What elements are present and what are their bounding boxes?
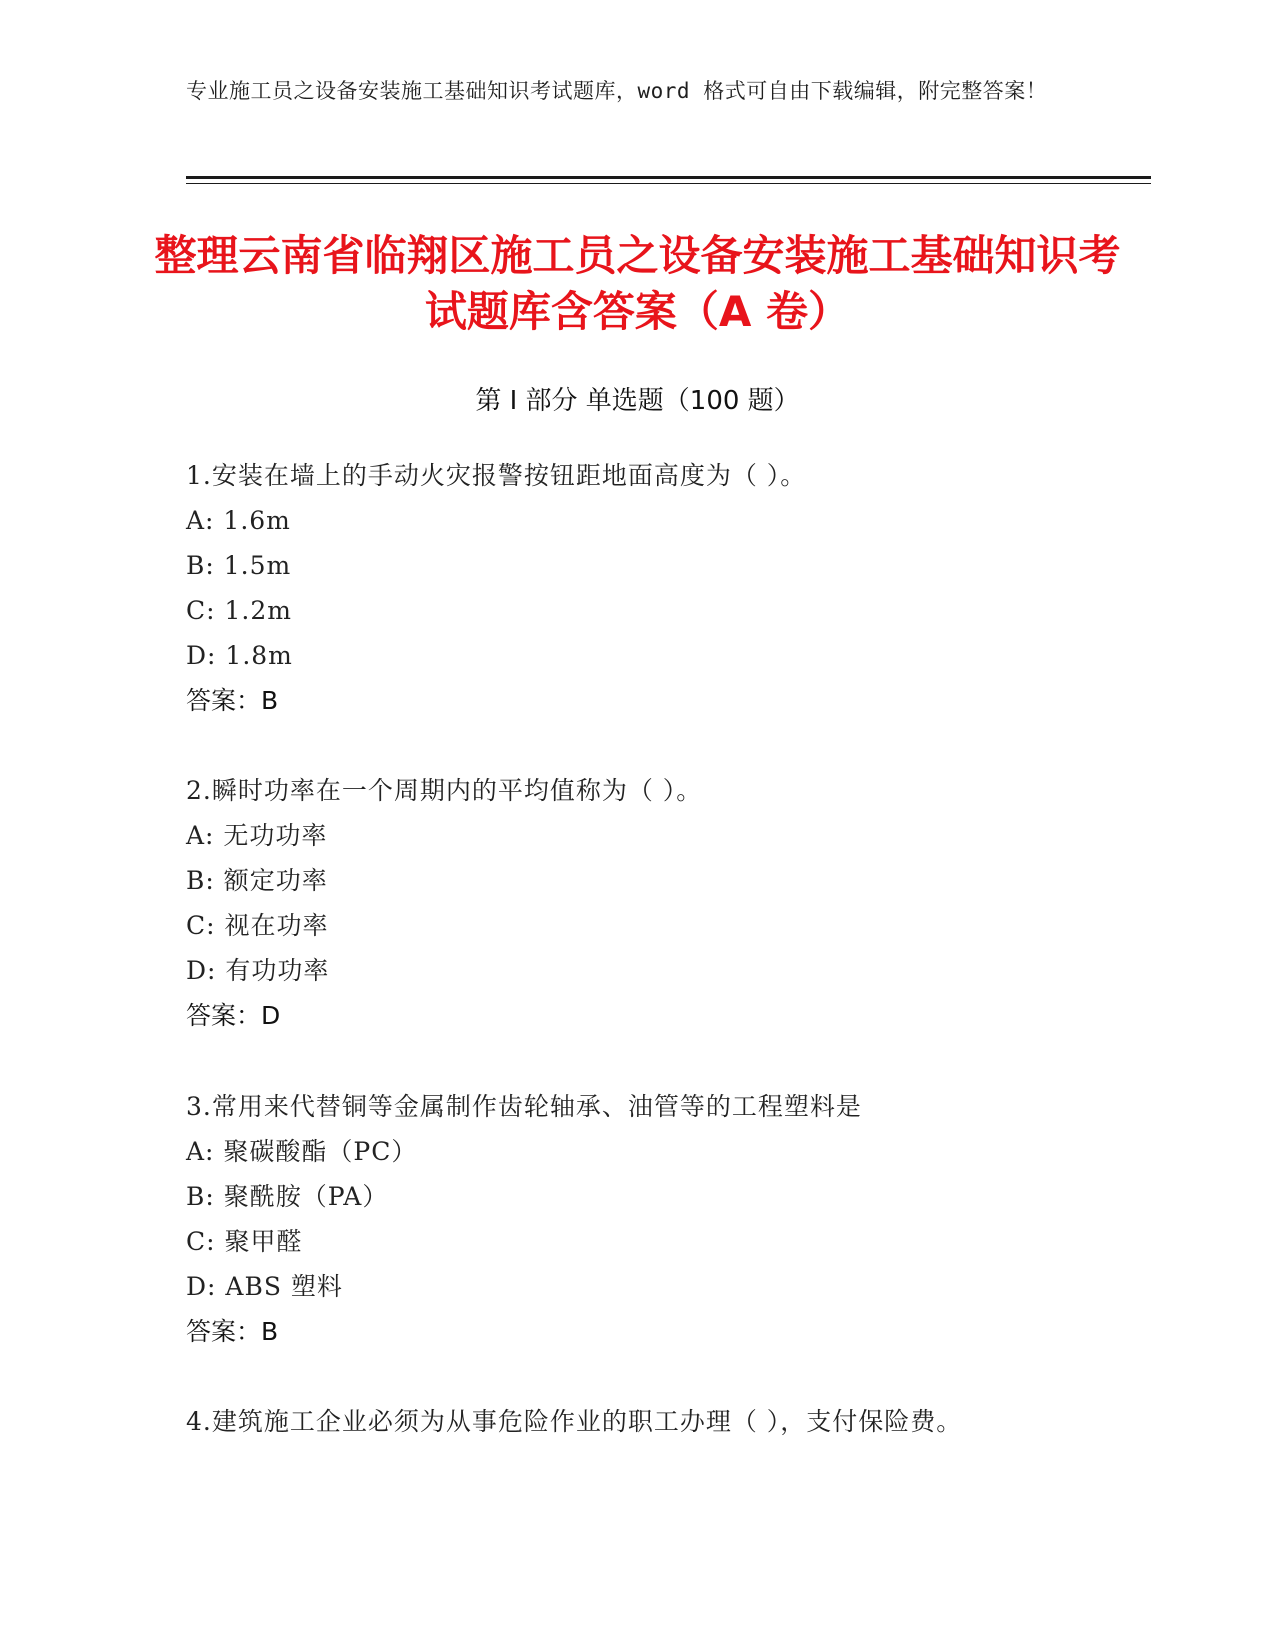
option-d: D: 有功功率 bbox=[186, 956, 330, 985]
question-1 bbox=[186, 453, 1146, 723]
option-c: C: 视在功率 bbox=[186, 911, 329, 940]
document-title: 整理云南省临翔区施工员之设备安装施工基础知识考试题库含答案（A 卷） bbox=[154, 231, 1121, 336]
question-stem: 4.建筑施工企业必须为从事危险作业的职工办理（ ），支付保险费。 bbox=[186, 1407, 963, 1436]
question-stem: 3.常用来代替铜等金属制作齿轮轴承、油管等的工程塑料是 bbox=[186, 1092, 862, 1121]
answer: 答案：B bbox=[186, 1317, 279, 1346]
header-note: 专业施工员之设备安装施工基础知识考试题库，word 格式可自由下载编辑，附完整答案！ bbox=[186, 79, 1048, 103]
question-stem: 1.安装在墙上的手动火灾报警按钮距地面高度为（ ）。 bbox=[186, 461, 807, 490]
option-c: C: 聚甲醛 bbox=[186, 1227, 303, 1256]
answer: 答案：B bbox=[186, 686, 279, 715]
answer: 答案：D bbox=[186, 1001, 281, 1030]
header-divider-thin bbox=[186, 183, 1151, 184]
option-c: C: 1.2m bbox=[186, 596, 292, 625]
question-4 bbox=[186, 1399, 1146, 1444]
header-divider-thick bbox=[186, 176, 1151, 179]
question-2 bbox=[186, 768, 1146, 1038]
option-b: B: 聚酰胺（PA） bbox=[186, 1182, 389, 1211]
question-stem: 2.瞬时功率在一个周期内的平均值称为（ ）。 bbox=[186, 776, 703, 805]
option-a: A: 1.6m bbox=[186, 506, 291, 535]
option-a: A: 聚碳酸酯（PC） bbox=[186, 1137, 418, 1166]
option-d: D: 1.8m bbox=[186, 641, 293, 670]
section-title: 第 I 部分 单选题（100 题） bbox=[475, 386, 800, 416]
option-a: A: 无功功率 bbox=[186, 821, 328, 850]
option-d: D: ABS 塑料 bbox=[186, 1272, 343, 1301]
question-3 bbox=[186, 1084, 1146, 1354]
option-b: B: 额定功率 bbox=[186, 866, 328, 895]
option-b: B: 1.5m bbox=[186, 551, 292, 580]
